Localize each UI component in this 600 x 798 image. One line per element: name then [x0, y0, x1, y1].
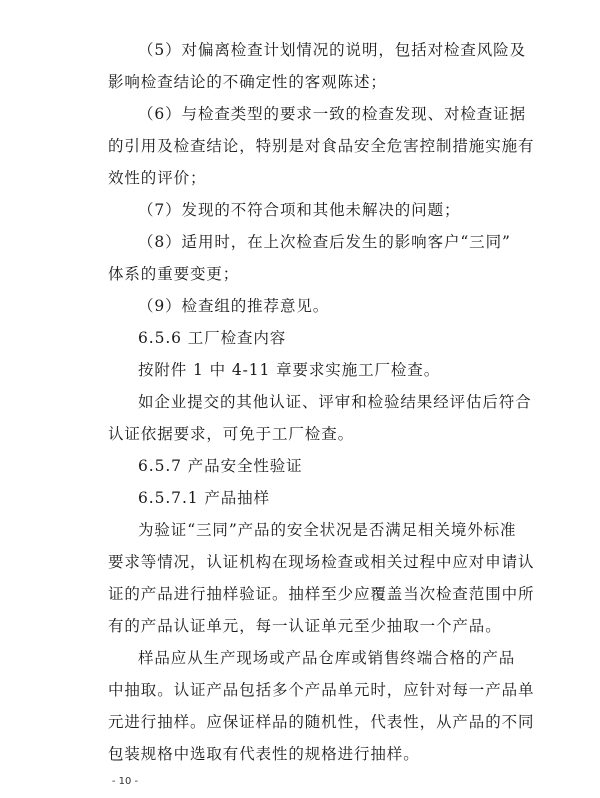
- text-line: 的引用及检查结论，特别是对食品安全危害控制措施实施有: [108, 137, 535, 155]
- text-line: （9）检查组的推荐意见。: [138, 297, 330, 315]
- text-line: 包装规格中选取有代表性的规格进行抽样。: [108, 745, 420, 763]
- text-line: 体系的重要变更；: [108, 265, 240, 283]
- text-line: 证的产品进行抽样验证。抽样至少应覆盖当次检查范围中所: [108, 585, 535, 603]
- text-line: 效性的评价；: [108, 169, 207, 187]
- section-heading: 6.5.6 工厂检查内容: [138, 329, 287, 347]
- text-line: 按附件 1 中 4-11 章要求实施工厂检查。: [138, 361, 441, 379]
- text-line: （5）对偏离检查计划情况的说明，包括对检查风险及: [138, 41, 526, 59]
- text-line: 样品应从生产现场或产品仓库或销售终端合格的产品: [138, 649, 516, 667]
- text-line: 有的产品认证单元，每一认证单元至少抽取一个产品。: [108, 617, 502, 635]
- text-line: 要求等情况，认证机构在现场检查或相关过程中应对申请认: [108, 553, 535, 571]
- text-line: （6）与检查类型的要求一致的检查发现、对检查证据: [138, 105, 526, 123]
- page-number: - 10 -: [111, 776, 139, 787]
- text-line: 如企业提交的其他认证、评审和检验结果经评估后符合: [138, 393, 532, 411]
- text-line: （7）发现的不符合项和其他未解决的问题；: [138, 201, 461, 219]
- text-line: 影响检查结论的不确定性的客观陈述；: [108, 73, 387, 91]
- text-line: 中抽取。认证产品包括多个产品单元时，应针对每一产品单: [108, 681, 535, 699]
- text-line: 元进行抽样。应保证样品的随机性，代表性，从产品的不同: [108, 713, 535, 731]
- text-line: 为验证“三同”产品的安全状况是否满足相关境外标准: [138, 521, 517, 539]
- section-heading: 6.5.7 产品安全性验证: [138, 457, 303, 475]
- text-line: （8）适用时，在上次检查后发生的影响客户“三同”: [138, 233, 511, 251]
- text-line: 认证依据要求，可免于工厂检查。: [108, 425, 355, 443]
- section-heading: 6.5.7.1 产品抽样: [138, 489, 270, 507]
